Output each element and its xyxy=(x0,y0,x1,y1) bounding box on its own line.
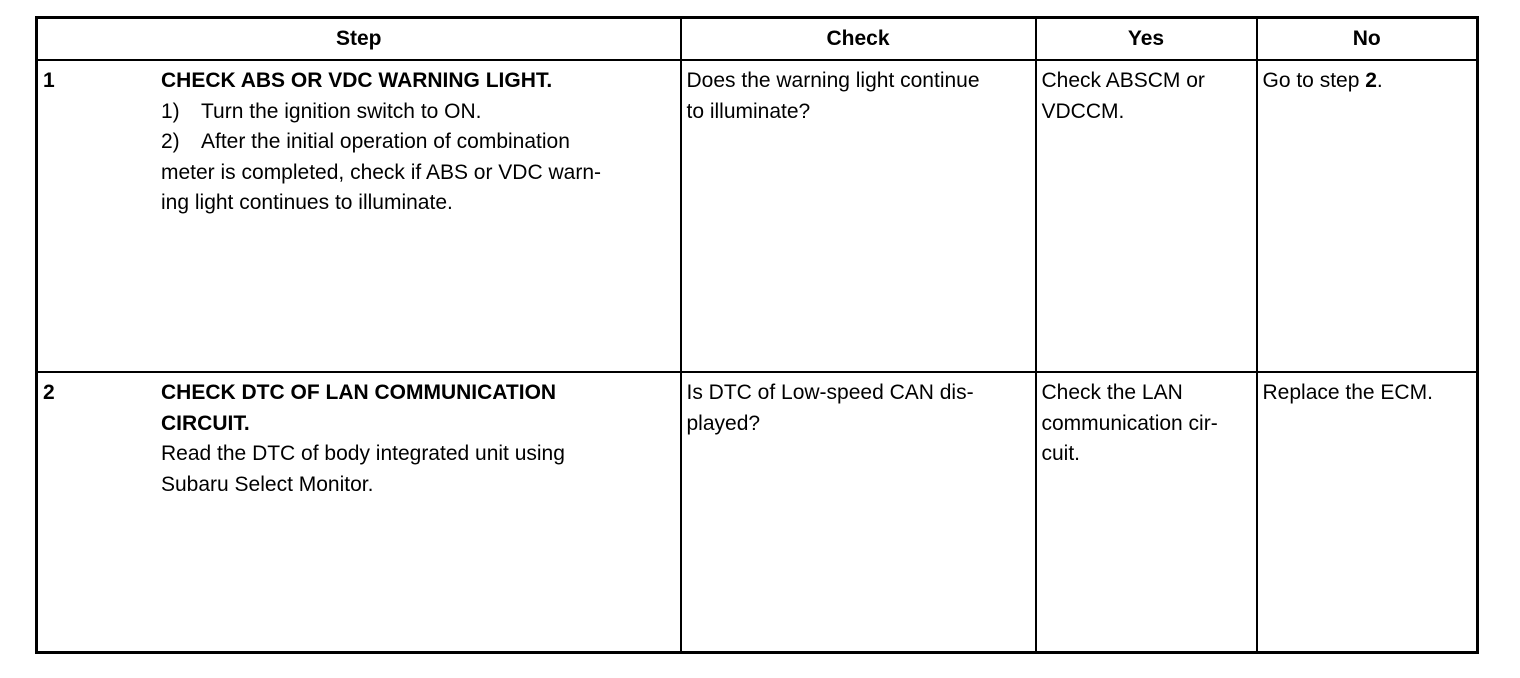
no-text-end: . xyxy=(1376,69,1383,92)
step-cell xyxy=(37,60,681,372)
yes-text-line: communication cir- xyxy=(1041,411,1218,435)
yes-text-line: VDCCM. xyxy=(1041,99,1125,123)
check-cell xyxy=(681,60,1036,372)
check-text-line: Does the warning light continue xyxy=(686,69,980,92)
yes-cell xyxy=(1036,60,1257,372)
step-text-line: Read the DTC of body integrated unit using xyxy=(161,442,565,465)
step-title: CHECK ABS OR VDC WARNING LIGHT. xyxy=(161,69,553,92)
substep-continuation: meter is completed, check if ABS or VDC warn- xyxy=(161,160,601,184)
yes-cell xyxy=(1036,372,1257,653)
check-text-line: Is DTC of Low-speed CAN dis- xyxy=(686,381,974,404)
check-text-line: played? xyxy=(686,411,761,435)
substep-1 xyxy=(161,97,675,128)
step-body xyxy=(161,378,675,500)
substep-2 xyxy=(161,127,675,158)
header-step: Step xyxy=(37,18,681,61)
header-check: Check xyxy=(681,18,1036,61)
substep-number: 1) xyxy=(161,99,180,123)
check-text-line: to illuminate? xyxy=(686,99,811,123)
substep-number: 2) xyxy=(161,130,180,153)
yes-text-line: Check ABSCM or xyxy=(1041,69,1205,92)
check-cell xyxy=(681,372,1036,653)
substep-text: After the initial operation of combination xyxy=(201,130,570,153)
table-row xyxy=(37,60,1478,372)
diagnosis-table xyxy=(35,16,1479,654)
yes-text-line: cuit. xyxy=(1041,442,1081,465)
no-cell xyxy=(1257,372,1478,653)
substep-continuation: ing light continues to illuminate. xyxy=(161,191,453,214)
step-text-line: Subaru Select Monitor. xyxy=(161,472,374,496)
step-title: CIRCUIT. xyxy=(161,411,250,435)
step-number: 1 xyxy=(43,69,55,92)
step-body xyxy=(161,66,675,219)
no-text: Replace the ECM. xyxy=(1262,381,1433,404)
no-cell xyxy=(1257,60,1478,372)
header-yes: Yes xyxy=(1036,18,1257,61)
yes-text-line: Check the LAN xyxy=(1041,381,1183,404)
step-cell xyxy=(37,372,681,653)
no-step-ref: 2 xyxy=(1365,69,1377,92)
header-no: No xyxy=(1257,18,1478,61)
header-row xyxy=(37,18,1478,61)
table-row xyxy=(37,372,1478,653)
step-number: 2 xyxy=(43,381,55,404)
substep-text: Turn the ignition switch to ON. xyxy=(201,99,482,123)
step-title: CHECK DTC OF LAN COMMUNICATION xyxy=(161,381,557,404)
no-text: Go to step xyxy=(1262,69,1366,92)
